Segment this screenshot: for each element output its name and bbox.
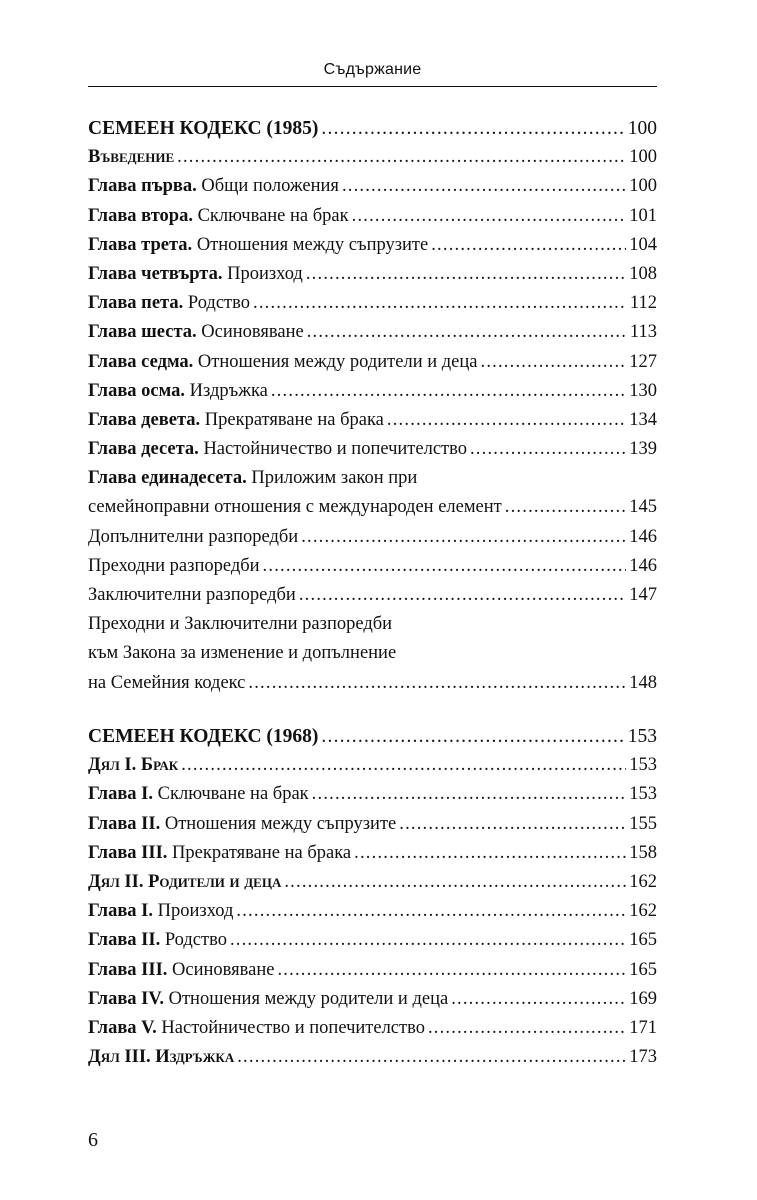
- toc-entry: [88, 289, 657, 318]
- toc-entry-title: [88, 956, 274, 985]
- toc-page-number: 171: [629, 1017, 657, 1038]
- toc-dot-leader: [230, 926, 626, 955]
- toc-entry-heading: Глава II.: [88, 930, 161, 951]
- toc-dot-leader: [237, 1043, 626, 1072]
- toc-entry-title: [88, 839, 351, 868]
- toc-entry: [88, 722, 657, 751]
- toc-entry-title: [88, 868, 281, 897]
- toc-entry-title: [88, 751, 178, 780]
- toc-dot-leader: [299, 581, 626, 610]
- toc-entry-text: Произход: [153, 901, 234, 922]
- toc-page-number: 100: [627, 118, 657, 139]
- toc-dot-leader: [306, 260, 626, 289]
- toc-entry-heading: Глава трета.: [88, 234, 193, 255]
- toc-section-1985: [88, 114, 657, 698]
- toc-entry: [88, 464, 657, 493]
- toc-entry: [88, 231, 657, 260]
- toc-entry-text: Заключителни разпоредби: [88, 585, 296, 605]
- toc-entry-title: [88, 493, 502, 522]
- toc-page-number: 127: [629, 351, 657, 372]
- toc-entry: [88, 523, 657, 552]
- toc-entry-heading: Глава II.: [88, 813, 161, 834]
- toc-entry-text: Родство: [160, 930, 227, 951]
- toc-entry-title: [88, 552, 260, 581]
- toc-entry-title: [88, 464, 417, 493]
- toc-dot-leader: [263, 552, 627, 581]
- toc-page-number: 134: [629, 409, 657, 430]
- toc-entry: [88, 1014, 657, 1043]
- toc-page-number: 165: [629, 930, 657, 951]
- toc-entry-heading: Глава III.: [88, 959, 168, 980]
- toc-entry-title: [88, 926, 227, 955]
- toc-entry-heading: Глава V.: [88, 1017, 157, 1038]
- toc-entry-text: Отношения между родители и деца: [193, 351, 478, 372]
- toc-entry-title: [88, 897, 233, 926]
- toc-page-number: 169: [629, 988, 657, 1009]
- toc-dot-leader: [321, 114, 624, 143]
- toc-dot-leader: [181, 751, 626, 780]
- toc-dot-leader: [307, 318, 627, 347]
- page-number: 6: [88, 1129, 98, 1151]
- toc-dot-leader: [277, 956, 626, 985]
- toc-entry-heading: Глава I.: [88, 784, 154, 805]
- toc-entry-title: [88, 581, 296, 610]
- toc-entry-text: Настойничество и попечителство: [156, 1017, 425, 1038]
- header-rule: [88, 86, 657, 87]
- toc-entry-title: [88, 985, 448, 1014]
- toc-section-1968: [88, 722, 657, 1072]
- toc-entry-heading: Глава четвърта.: [88, 263, 223, 284]
- toc-entry-text: Приложим закон при: [246, 468, 418, 489]
- toc-entry: [88, 406, 657, 435]
- toc-page-number: 148: [629, 672, 657, 693]
- toc-entry-title: [88, 610, 392, 639]
- toc-dot-leader: [399, 810, 626, 839]
- toc-entry-text: Осиновяване: [167, 959, 275, 980]
- toc-entry: [88, 669, 657, 698]
- toc-dot-leader: [428, 1014, 626, 1043]
- toc-entry-text: към Закона за изменение и допълнение: [88, 643, 397, 664]
- toc-entry-title: [88, 1043, 234, 1072]
- toc-page-number: 155: [629, 813, 657, 834]
- toc-entry: [88, 114, 657, 143]
- toc-entry-text: Общи положения: [196, 176, 339, 197]
- toc-page-number: 130: [629, 380, 657, 401]
- toc-dot-leader: [431, 231, 626, 260]
- toc-entry: [88, 1043, 657, 1072]
- toc-page-number: 139: [629, 439, 657, 460]
- toc-dot-leader: [284, 868, 626, 897]
- toc-entry: [88, 348, 657, 377]
- toc-entry-heading: Глава пета.: [88, 293, 184, 314]
- toc-page-number: 100: [629, 147, 657, 168]
- toc-page-number: 158: [629, 842, 657, 863]
- toc-page-number: 147: [629, 585, 657, 605]
- toc-dot-leader: [505, 493, 626, 522]
- toc-entry: [88, 581, 657, 610]
- toc-dot-leader: [354, 839, 626, 868]
- toc-entry-text: Отношения между съпрузите: [192, 234, 429, 255]
- toc-entry-title: [88, 435, 467, 464]
- toc-entry-heading: Глава единадесета.: [88, 468, 247, 489]
- toc-page-number: 162: [629, 901, 657, 922]
- toc-entry: [88, 956, 657, 985]
- toc-entry-text: семейноправни отношения с международен елемент: [88, 497, 502, 518]
- toc-entry: [88, 780, 657, 809]
- toc-entry-text: на Семейния кодекс: [88, 672, 246, 693]
- toc-entry-heading: Глава седма.: [88, 351, 194, 372]
- toc-entry-heading: Глава първа.: [88, 176, 197, 197]
- toc-entry-heading: СЕМЕЕН КОДЕКС (1968): [88, 726, 319, 747]
- toc-entry-text: Преходни разпоредби: [88, 555, 260, 576]
- toc-entry-title: [88, 318, 304, 347]
- toc-entry-text: Допълнителни разпоредби: [88, 526, 299, 547]
- toc-page-number: 165: [629, 959, 657, 980]
- toc-entry-title: [88, 780, 309, 809]
- toc-page-number: 162: [629, 871, 657, 892]
- toc-entry-title: [88, 260, 303, 289]
- toc-dot-leader: [352, 202, 627, 231]
- toc-entry-title: [88, 114, 318, 143]
- toc-entry-text: Настойничество и попечителство: [198, 439, 467, 460]
- toc-entry-title: [88, 143, 174, 172]
- toc-entry: [88, 493, 657, 522]
- toc-dot-leader: [342, 172, 626, 201]
- toc-entry-title: [88, 289, 250, 318]
- toc-entry-heading: Дял III. Издръжка: [88, 1047, 235, 1068]
- toc-dot-leader: [301, 523, 626, 552]
- toc-entry-heading: Глава осма.: [88, 380, 185, 401]
- toc-entry-title: [88, 231, 428, 260]
- toc-page-number: 100: [629, 176, 657, 197]
- toc-entry-heading: Глава девета.: [88, 409, 201, 430]
- toc-entry-title: [88, 1014, 425, 1043]
- toc-page-number: 145: [629, 497, 657, 518]
- toc-page-number: 104: [629, 234, 657, 255]
- toc-entry: [88, 897, 657, 926]
- toc-entry: [88, 552, 657, 581]
- toc-entry: [88, 926, 657, 955]
- toc-dot-leader: [481, 348, 627, 377]
- toc-entry-title: [88, 348, 478, 377]
- toc-entry-title: [88, 377, 268, 406]
- toc-page-number: 146: [629, 526, 657, 547]
- toc-entry: [88, 318, 657, 347]
- toc-dot-leader: [470, 435, 626, 464]
- toc-entry-title: [88, 406, 384, 435]
- toc-entry-heading: Глава шеста.: [88, 322, 197, 343]
- toc-entry-text: Отношения между родители и деца: [163, 988, 449, 1009]
- toc-entry-title: [88, 810, 396, 839]
- toc-entry: [88, 868, 657, 897]
- toc-dot-leader: [451, 985, 626, 1014]
- toc-entry-heading: Дял I. Брак: [88, 755, 179, 776]
- toc-page-number: 153: [629, 755, 657, 776]
- toc-entry: [88, 985, 657, 1014]
- toc-entry-text: Издръжка: [185, 380, 268, 401]
- toc-page-number: 101: [629, 205, 657, 226]
- toc-entry: [88, 202, 657, 231]
- running-head: Съдържание: [323, 61, 422, 78]
- toc-entry-title: [88, 669, 245, 698]
- toc-entry: [88, 377, 657, 406]
- toc-entry: [88, 143, 657, 172]
- toc-entry-heading: Въведение: [88, 147, 175, 168]
- toc-dot-leader: [271, 377, 626, 406]
- toc-page-number: 112: [629, 293, 657, 314]
- toc-entry-text: Произход: [222, 263, 303, 284]
- toc-entry-text: Прекратяване на брака: [200, 409, 384, 430]
- toc-entry-heading: Глава I.: [88, 901, 154, 922]
- toc-entry-text: Осиновяване: [196, 322, 304, 343]
- toc-entry-heading: СЕМЕЕН КОДЕКС (1985): [88, 118, 319, 139]
- toc-page-number: 153: [627, 726, 657, 747]
- toc-entry: [88, 839, 657, 868]
- toc-dot-leader: [387, 406, 626, 435]
- toc-entry-heading: Глава III.: [88, 842, 168, 863]
- toc-entry-title: [88, 202, 349, 231]
- toc-entry-heading: Глава втора.: [88, 205, 193, 226]
- toc-dot-leader: [321, 722, 624, 751]
- toc-entry: [88, 810, 657, 839]
- toc-page-number: 146: [629, 555, 657, 576]
- toc-dot-leader: [236, 897, 626, 926]
- toc-entry-text: Прекратяване на брака: [167, 842, 352, 863]
- toc-entry-text: Сключване на брак: [153, 784, 309, 805]
- toc-entry-text: Отношения между съпрузите: [160, 813, 397, 834]
- toc-entry: [88, 260, 657, 289]
- toc-dot-leader: [253, 289, 627, 318]
- toc-dot-leader: [312, 780, 627, 809]
- toc-entry: [88, 610, 657, 639]
- toc-entry-title: [88, 523, 298, 552]
- toc-dot-leader: [177, 143, 626, 172]
- toc-page-number: 153: [629, 784, 657, 805]
- toc-dot-leader: [248, 669, 626, 698]
- toc-page-number: 113: [629, 322, 657, 343]
- toc-entry: [88, 172, 657, 201]
- toc-entry: [88, 639, 657, 668]
- toc-page-number: 173: [629, 1047, 657, 1068]
- toc-entry-title: [88, 172, 339, 201]
- toc-entry-heading: Глава IV.: [88, 988, 164, 1009]
- toc-entry: [88, 435, 657, 464]
- toc-entry-title: [88, 722, 318, 751]
- toc-entry-heading: Дял II. Родители и деца: [88, 871, 282, 892]
- toc-page-number: 108: [629, 263, 657, 284]
- toc-entry-text: Сключване на брак: [192, 205, 349, 226]
- toc-entry: [88, 751, 657, 780]
- toc-entry-text: Родство: [183, 293, 250, 314]
- toc-entry-heading: Глава десета.: [88, 439, 199, 460]
- toc-entry-text: Преходни и Заключителни разпоредби: [88, 614, 393, 635]
- toc-entry-title: [88, 639, 396, 668]
